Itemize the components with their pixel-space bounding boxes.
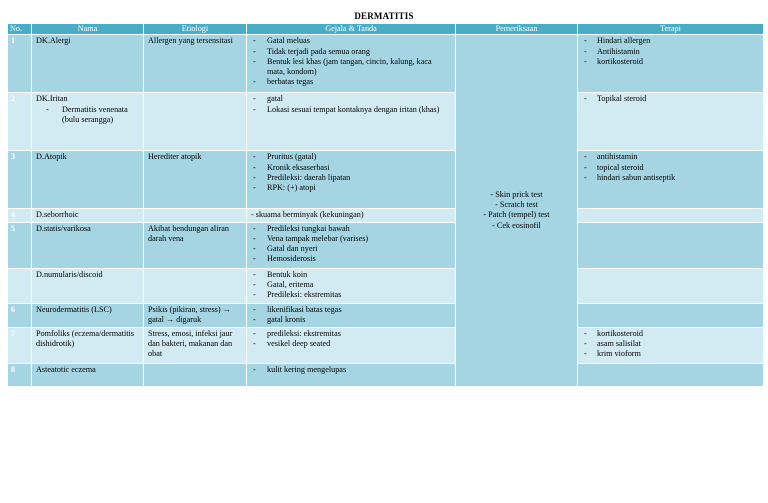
- list-item: - Gatal dan nyeri: [251, 244, 451, 254]
- row-nama: D.Atopik: [32, 151, 144, 209]
- row-gejala: [247, 363, 456, 386]
- list-item: - Vena tampak melebar (varises): [251, 234, 451, 244]
- pemeriksaan-cell: [456, 35, 578, 386]
- row-terapi: [578, 222, 764, 268]
- row-gejala: [247, 35, 456, 93]
- list-item: - Hemosiderosis: [251, 254, 451, 264]
- table-row: [8, 363, 764, 386]
- list-item: - Predileksi: ekstremitas: [251, 290, 451, 300]
- row-no: 7: [8, 327, 32, 363]
- list-item: - antihistamin: [582, 152, 759, 162]
- list-item: - Bentuk lesi khas (jam tangan, cincin, kalung, kaca mata, kondom): [251, 57, 451, 78]
- table-row: [8, 303, 764, 327]
- list-item: - Lokasi sesuai tempat kontaknya dengan iritan (khas): [251, 105, 451, 115]
- list-item: - predileksi: ekstremitas: [251, 329, 451, 339]
- row-nama-sub: - Dermatitis venenata (bulu serangga): [40, 105, 139, 126]
- row-no: 3: [8, 151, 32, 209]
- dermatitis-table: [7, 23, 764, 387]
- row-nama: Pomfoliks (eczema/dermatitis dishidrotik): [32, 327, 144, 363]
- header-gejala: Gejala & Tanda: [247, 24, 456, 35]
- header-nama: Nama: [32, 24, 144, 35]
- row-gejala: [247, 151, 456, 209]
- row-no: 2: [8, 93, 32, 151]
- row-gejala: [247, 268, 456, 303]
- row-gejala: [247, 93, 456, 151]
- row-terapi: [578, 151, 764, 209]
- row-etiologi: [144, 209, 247, 222]
- row-etiologi: [144, 268, 247, 303]
- list-item: - likenifikasi batas tegas: [251, 305, 451, 315]
- table-row: [8, 327, 764, 363]
- row-no: 4: [8, 209, 32, 222]
- row-terapi: [578, 363, 764, 386]
- row-gejala: - skuama berminyak (kekuningan): [247, 209, 456, 222]
- row-nama: D.statis/varikosa: [32, 222, 144, 268]
- list-item: - asam salisilat: [582, 339, 759, 349]
- row-no: [8, 268, 32, 303]
- row-etiologi: [144, 93, 247, 151]
- list-item: - hindari sabun antiseptik: [582, 173, 759, 183]
- list-item: - Bentuk koin: [251, 270, 451, 280]
- list-item: - gatal: [251, 94, 451, 104]
- list-item: - krim vioform: [582, 349, 759, 359]
- row-no: 1: [8, 35, 32, 93]
- list-item: - berbatas tegas: [251, 77, 451, 87]
- row-gejala: [247, 303, 456, 327]
- header-no: No.: [8, 24, 32, 35]
- row-gejala: [247, 222, 456, 268]
- list-item: - Skin prick test: [490, 189, 543, 199]
- row-gejala: [247, 327, 456, 363]
- table-row: [8, 268, 764, 303]
- row-nama: DK.Alergi: [32, 35, 144, 93]
- header-pemeriksaan: Pemeriksaan: [456, 24, 578, 35]
- row-etiologi: Stress, emosi, infeksi jaur dan bakteri, makanan dan obat: [144, 327, 247, 363]
- header-row: [8, 24, 764, 35]
- header-terapi: Terapi: [578, 24, 764, 35]
- list-item: - Gatal meluas: [251, 36, 451, 46]
- list-item: - Predileksi tungkai bawah: [251, 224, 451, 234]
- row-terapi: [578, 93, 764, 151]
- row-etiologi: Allergen yang tersensitasi: [144, 35, 247, 93]
- list-item: - vesikel deep seated: [251, 339, 451, 349]
- list-item: - kulit kering mengelupas: [251, 365, 451, 375]
- row-terapi: [578, 327, 764, 363]
- list-item: - Antihistamin: [582, 47, 759, 57]
- row-terapi: [578, 209, 764, 222]
- list-item: - kortikosteroid: [582, 57, 759, 67]
- row-no: 5: [8, 222, 32, 268]
- row-etiologi: Akibat bendungan aliran darah vena: [144, 222, 247, 268]
- list-item: - kortikosteroid: [582, 329, 759, 339]
- table-row: [8, 209, 764, 222]
- table-row: [8, 93, 764, 151]
- header-etiologi: Etiologi: [144, 24, 247, 35]
- list-item: - Gatal, eritema: [251, 280, 451, 290]
- row-nama: D.numularis/discoid: [32, 268, 144, 303]
- row-no: 8: [8, 363, 32, 386]
- list-item: - gatal kronis: [251, 315, 451, 325]
- list-item: - Cek eosinofil: [492, 220, 541, 230]
- list-item: - Pruritus (gatal): [251, 152, 451, 162]
- list-item: - Kronik eksaserbasi: [251, 163, 451, 173]
- table-row: [8, 35, 764, 93]
- document-title: DERMATITIS: [354, 11, 414, 21]
- list-item: - topical steroid: [582, 163, 759, 173]
- row-nama: D.seborrhoic: [32, 209, 144, 222]
- row-terapi: [578, 268, 764, 303]
- list-item: - Tidak terjadi pada semua orang: [251, 47, 451, 57]
- list-item: - Hindari allergen: [582, 36, 759, 46]
- list-item: - Scratch test: [495, 200, 538, 210]
- row-etiologi: Herediter atopik: [144, 151, 247, 209]
- list-item: - Patch (tempel) test: [483, 210, 550, 220]
- row-terapi: [578, 35, 764, 93]
- row-etiologi: Psikis (pikiran, stress) → gatal → digaruk: [144, 303, 247, 327]
- list-item: - Predileksi: daerah lipatan: [251, 173, 451, 183]
- row-terapi: [578, 303, 764, 327]
- row-no: 6: [8, 303, 32, 327]
- table-row: [8, 151, 764, 209]
- list-item: - RPK: (+) atopi: [251, 183, 451, 193]
- row-etiologi: [144, 363, 247, 386]
- row-nama: Neurodermatitis (LSC): [32, 303, 144, 327]
- row-nama: [32, 93, 144, 151]
- table-row: [8, 222, 764, 268]
- row-nama-main: DK.Iritan: [36, 94, 68, 104]
- row-nama: Asteatotic eczema: [32, 363, 144, 386]
- list-item: - Topikal steroid: [582, 94, 759, 104]
